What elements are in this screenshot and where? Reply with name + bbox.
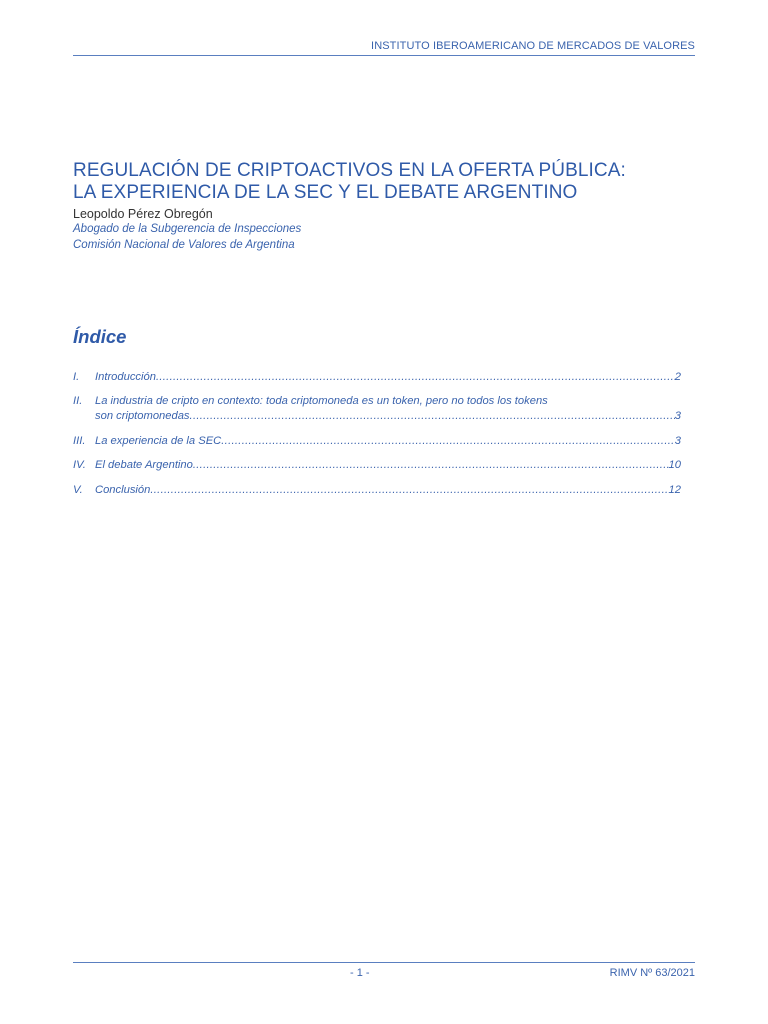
toc-entry-number: V. bbox=[73, 484, 83, 496]
header-rule bbox=[73, 55, 695, 56]
toc-entry-title: El debate Argentino bbox=[95, 459, 193, 471]
toc-entry-number: I. bbox=[73, 371, 80, 383]
toc-entry-number: III. bbox=[73, 435, 86, 447]
footer-publication-ref: RIMV Nº 63/2021 bbox=[609, 967, 695, 979]
index-heading: Índice bbox=[73, 326, 127, 347]
article-title-line-1: REGULACIÓN DE CRIPTOACTIVOS EN LA OFERTA PÚBLICA: bbox=[73, 160, 626, 181]
author-name: Leopoldo Pérez Obregón bbox=[73, 207, 213, 221]
toc-entry-number: II. bbox=[73, 395, 83, 407]
toc-entry-number: IV. bbox=[73, 459, 86, 471]
toc-entry-4[interactable] bbox=[73, 458, 681, 473]
toc-entry-page: 12 bbox=[668, 484, 681, 496]
toc-entry-page: 3 bbox=[674, 435, 681, 447]
author-affiliation-position: Abogado de la Subgerencia de Inspecciones bbox=[73, 223, 302, 235]
toc-dot-leader bbox=[190, 409, 675, 424]
header-institution: INSTITUTO IBEROAMERICANO DE MERCADOS DE VALORES bbox=[371, 40, 695, 52]
footer-page-number: - 1 - bbox=[350, 967, 370, 979]
toc-entry-page: 3 bbox=[674, 410, 681, 422]
toc-entry-title: La experiencia de la SEC bbox=[95, 435, 222, 447]
article-title bbox=[73, 160, 713, 204]
toc-entry-5[interactable] bbox=[73, 483, 681, 498]
toc-entry-title: Conclusión bbox=[95, 484, 151, 496]
toc-dot-leader bbox=[156, 370, 675, 385]
toc-entry-2[interactable] bbox=[73, 394, 681, 424]
toc-entry-title: Introducción bbox=[95, 371, 156, 383]
footer-rule bbox=[73, 962, 695, 963]
toc-dot-leader bbox=[150, 483, 668, 498]
toc-dot-leader bbox=[193, 458, 669, 473]
toc-entry-title-line-2: son criptomonedas bbox=[95, 410, 190, 422]
toc-entry-page: 2 bbox=[674, 371, 681, 383]
toc-dot-leader bbox=[221, 434, 675, 449]
toc-entry-page: 10 bbox=[668, 459, 681, 471]
author-affiliation-organization: Comisión Nacional de Valores de Argentina bbox=[73, 239, 295, 251]
toc-entry-3[interactable] bbox=[73, 434, 681, 449]
toc-entry-1[interactable] bbox=[73, 370, 681, 385]
article-title-line-2: LA EXPERIENCIA DE LA SEC Y EL DEBATE ARGENTINO bbox=[73, 182, 578, 203]
toc-entry-title-line-1: La industria de cripto en contexto: toda criptomoneda es un token, pero no todos los tokens bbox=[95, 395, 548, 407]
